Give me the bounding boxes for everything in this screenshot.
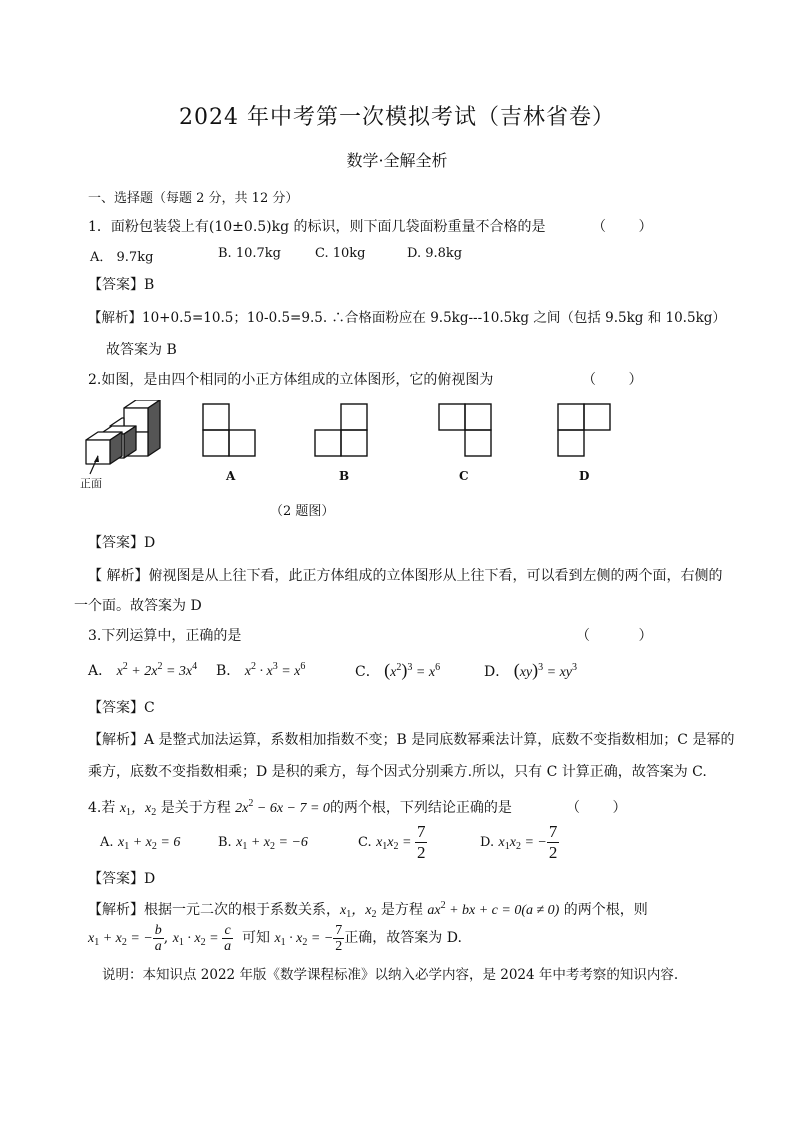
option-c-figure	[436, 402, 496, 460]
q2-stem: 2.如图，是由四个相同的小正方体组成的立体图形，它的俯视图为	[88, 372, 494, 388]
q4-option-c-formula: $x_1x_2$ =	[376, 835, 415, 852]
q4-result-formula: $x_1 \cdot x_2$ = −	[274, 931, 334, 948]
page-title: 2024 年中考第一次模拟考试（吉林省卷）	[179, 105, 615, 130]
page-subtitle: 数学·全解全析	[346, 151, 448, 170]
q1-option-a: A． 9.7kg	[90, 250, 154, 265]
answer-tag: 【答案】	[88, 871, 144, 887]
section-heading: 一、选择题（每题 2 分，共 12 分）	[88, 191, 299, 206]
q4-note: 说明：本知识点 2022 年版《数学课程标准》以纳入必学内容，是 2024 年中考考察的知识内容.	[102, 967, 679, 983]
q3-option-d-formula: $(xy)^3 = xy^3$	[513, 660, 577, 680]
answer-tag: 【答案】	[88, 535, 144, 551]
q1-option-b: B. 10.7kg	[218, 246, 281, 261]
q4-result-fraction: $\frac{7}{2}$	[335, 922, 343, 954]
q4-option-c-label: C.	[358, 835, 372, 850]
q2-paren: （ ）	[582, 372, 657, 388]
q2-analysis-text: 俯视图是从上往下看，此正方体组成的立体图形从上往下看，可以看到左侧的两个面，右侧的	[148, 568, 723, 584]
q4-sum-fraction: $\frac{b}{a}$	[154, 922, 162, 954]
q4-option-d-fraction: $\frac{7}{2}$	[548, 821, 558, 862]
q4-option-b-formula: $x_1 + x_2 = -6$	[236, 835, 308, 852]
q1-stem: 1．面粉包装袋上有(10±0.5)kg 的标识，则下面几袋面粉重量不合格的是	[88, 219, 546, 235]
q4-roots: $x_1$，$x_2$	[119, 801, 157, 818]
q4-analysis-equation: $ax^2$ + bx + c = 0(a ≠ 0)	[427, 900, 560, 918]
q3-option-d	[484, 660, 577, 681]
q3-stem: 3.下列运算中，正确的是	[88, 628, 242, 644]
q1-conclusion: 故答案为 B	[106, 342, 177, 358]
q4-analysis-1	[88, 899, 648, 920]
q1-paren: （ ）	[592, 219, 667, 235]
q3-option-a-label: A．	[88, 663, 113, 679]
q4-sum-formula: $x_1 + x_2$ = −	[88, 931, 153, 948]
q2-analysis-2: 一个面。故答案为 D	[74, 598, 202, 614]
option-d-figure	[555, 402, 615, 460]
q3-option-c-formula: $(x^2)^3 = x^6$	[384, 660, 441, 680]
analysis-tag: 【解析】	[88, 732, 144, 748]
q1-option-c: C. 10kg	[315, 246, 366, 261]
option-a-label: A	[226, 469, 236, 483]
q1-answer	[88, 274, 154, 294]
q3-option-a	[88, 660, 197, 680]
q3-analysis-text: A 是整式加法运算，系数相加指数不变；B 是同底数幂乘法计算，底数不变指数相加；C 是幂的	[144, 732, 735, 748]
q3-option-b-label: B．	[216, 663, 241, 679]
figure-caption: （2 题图）	[270, 504, 335, 519]
q4-option-a	[100, 834, 180, 852]
q4-option-d	[480, 820, 559, 869]
q4-line2-post: 正确，故答案为 D.	[344, 930, 462, 946]
q3-paren: （ ）	[576, 628, 675, 644]
option-b-label: B	[339, 469, 350, 483]
q4-option-d-formula: $x_1x_2$ = −	[498, 835, 547, 852]
q3-analysis-2: 乘方，底数不变指数相乘；D 是积的乘方，每个因式分别乘方.所以，只有 C 计算正确，故答案为 C.	[88, 764, 707, 780]
q1-analysis-text: 10+0.5=10.5；10-0.5=9.5. ∴合格面粉应在 9.5kg---10.5kg 之间（包括 9.5kg 和 10.5kg）	[142, 310, 726, 326]
q4-analysis-2: $x_1 + x_2$ = − $\frac{b}{a}$ , $x_1 \cdot x_2$ = $\frac{c}{a}$ 可知 $x_1 \cdot x_2$ = − $\frac{7}{2}$ 正确，故答案为 D.	[88, 922, 462, 954]
q1-option-d: D. 9.8kg	[407, 246, 463, 261]
q3-option-b-formula: $x^2 \cdot x^3 = x^6$	[244, 661, 306, 679]
answer-tag: 【答案】	[88, 700, 144, 716]
q4-stem	[88, 797, 512, 818]
option-b-figure	[312, 402, 372, 460]
q1-answer-value: B	[144, 277, 155, 293]
q2-answer-value: D	[144, 535, 156, 551]
q4-option-c-fraction: $\frac{7}{2}$	[416, 821, 426, 862]
q4-stem-post: 的两个根，下列结论正确的是	[329, 800, 512, 816]
q4-option-b	[218, 834, 308, 852]
q3-answer-value: C	[144, 700, 155, 716]
q4-answer	[88, 868, 155, 888]
q3-option-a-formula: $x^2 + 2x^2 = 3x^4$	[116, 661, 198, 679]
q4-analysis-post: 的两个根，则	[563, 902, 648, 918]
analysis-tag: 【解析】	[88, 310, 142, 326]
option-a-figure	[200, 402, 260, 460]
q4-option-b-label: B.	[218, 835, 232, 850]
q4-equation: $2x^2 - 6x - 7 = 0$	[235, 798, 330, 816]
q4-option-d-label: D.	[480, 835, 495, 850]
q1-analysis	[88, 306, 726, 326]
q4-product-formula: $x_1 \cdot x_2$ =	[172, 931, 223, 948]
q4-answer-value: D	[144, 871, 156, 887]
q3-option-c	[355, 660, 440, 681]
q3-option-d-label: D．	[484, 664, 510, 680]
q4-line2-mid: 可知	[242, 930, 270, 946]
q4-stem-pre: 4.若	[88, 800, 116, 816]
option-d-label: D	[579, 469, 590, 483]
front-label: 正面	[80, 477, 102, 490]
q3-option-b	[216, 660, 305, 680]
q4-option-c	[358, 820, 427, 869]
option-c-label: C	[459, 469, 469, 483]
q4-paren: （ ）	[566, 800, 641, 816]
q3-option-c-label: C．	[355, 664, 380, 680]
q3-analysis-1	[88, 729, 734, 749]
q2-answer	[88, 532, 155, 552]
answer-tag: 【答案】	[88, 277, 144, 293]
analysis-tag: 【解析】	[88, 902, 144, 918]
q4-option-a-label: A.	[100, 835, 114, 850]
q2-analysis-1	[88, 565, 722, 585]
analysis-tag: 【 解析】	[88, 568, 149, 584]
q4-analysis-roots: $x_1$，$x_2$	[340, 903, 377, 920]
q4-product-fraction: $\frac{c}{a}$	[224, 922, 232, 954]
q4-stem-mid: 是关于方程	[160, 800, 231, 816]
q4-analysis-pre: 根据一元二次的根于系数关系，	[144, 902, 340, 918]
q4-option-a-formula: $x_1 + x_2 = 6$	[117, 835, 181, 852]
q4-analysis-mid: 是方程	[380, 902, 423, 918]
q3-answer	[88, 697, 155, 717]
